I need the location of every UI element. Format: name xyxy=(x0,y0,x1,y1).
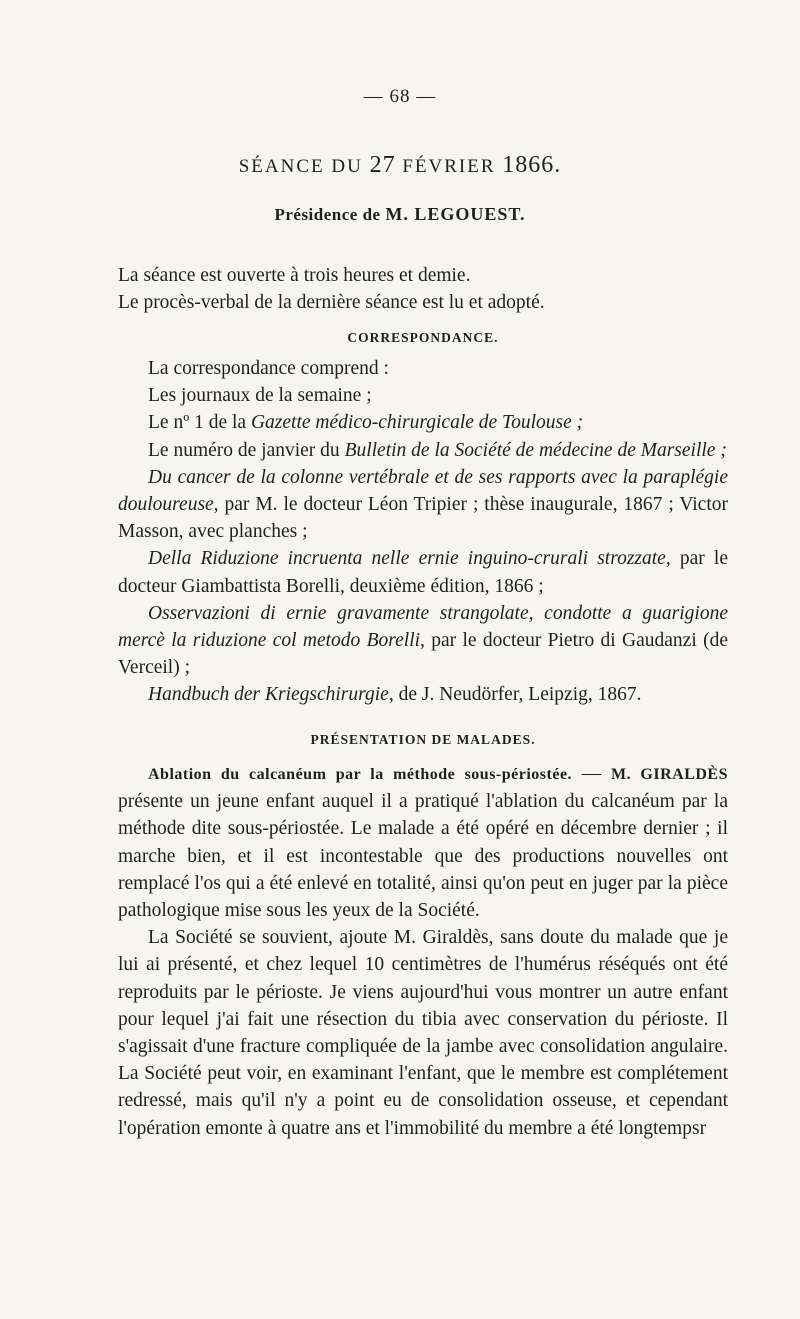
item-2-pre: Le numéro de janvier du xyxy=(148,439,345,461)
presentation-heading: PRÉSENTATION DE MALADES. xyxy=(310,732,536,747)
item-2-title: Bulletin de la Société de médecine de Marseille ; xyxy=(344,439,727,461)
opening-line-1: La séance est ouverte à trois heures et demie. xyxy=(118,265,471,286)
correspondance-intro: La correspondance comprend : xyxy=(148,358,389,379)
session-year: 1866. xyxy=(502,152,562,178)
presentation-dash: — xyxy=(572,763,611,784)
item-3-title: Du cancer de la colonne vertébrale et de ses rapports avec la paraplégie douloureuse, xyxy=(118,466,728,516)
presidency-pre: Présidence de xyxy=(274,205,386,224)
correspondance-section xyxy=(118,355,728,709)
item-4-post: par le docteur Giambattista Borelli, deuxième édition, 1866 ; xyxy=(118,548,728,597)
session-title-pre: SÉANCE DU xyxy=(238,156,370,177)
item-1-title: Gazette médico-chirurgicale de Toulouse ; xyxy=(250,412,584,434)
item-6-title: Handbuch der Kriegschirurgie, xyxy=(148,684,394,706)
correspondance-item-3 xyxy=(118,464,728,546)
page-number: — 68 — xyxy=(363,86,437,107)
president-name: M. LEGOUEST. xyxy=(385,204,526,224)
presentation-para-2: La Société se souvient, ajoute M. Giraldès, sans doute du malade que je lui ai présenté, et chez lequel 10 centimètres de l'humérus réséqués ont été reproduits par le périoste. Je viens aujourd'hui vous montrer un autre enfant pour lequel j'ai fait une résection du tibia avec conservation du périoste. Il s'agissait d'une fracture compliquée de la jambe avec consolidation angulaire. La Société peut voir, en examinant l'enfant, que le membre est complétement redressé, mais qu'il n'y a point eu de consolidation osseuse, et cependant l'opération emonte à quatre ans et l'immobilité du membre a été longtempsr xyxy=(118,927,728,1139)
session-title xyxy=(0,152,800,179)
opening-section xyxy=(118,262,728,316)
item-5-post: par le docteur Pietro di Gaudanzi (de Verceil) ; xyxy=(118,630,728,679)
item-5-title: Osservazioni di ernie gravamente strangolate, condotte a guarigione mercè la riduzione col metodo Borelli, xyxy=(118,602,728,652)
opening-line-2: Le procès-verbal de la dernière séance est lu et adopté. xyxy=(118,292,545,314)
speaker-name: M. GIRALDÈS xyxy=(610,766,728,783)
correspondance-item-4 xyxy=(118,545,728,599)
correspondance-item-1 xyxy=(118,409,728,436)
presentation-subtitle: Ablation du calcanéum par la méthode sous-périostée. xyxy=(148,766,573,783)
item-1-pre: Le nº 1 de la xyxy=(148,412,251,434)
correspondance-item-5 xyxy=(118,600,728,682)
item-4-title: Della Riduzione incruenta nelle ernie inguino-crurali strozzate, xyxy=(148,548,671,570)
correspondance-journaux: Les journaux de la semaine ; xyxy=(148,385,372,407)
item-6-post: de J. Neudörfer, Leipzig, 1867. xyxy=(393,684,642,706)
session-day: 27 xyxy=(369,152,396,178)
correspondance-item-6 xyxy=(118,681,728,708)
presentation-para-1-text: présente un jeune enfant auquel il a pratiqué l'ablation du calcanéum par la méthode dite sous-périostée. Le malade a été opéré en décembre dernier ; il marche bien, et il est incontestable que des productions nouvelles ont remplacé l'os qui a été enlevé en totalité, ainsi qu'on peut en juger par la pièce pathologique mise sous les yeux de la Société. xyxy=(118,791,728,922)
session-month: FÉVRIER xyxy=(395,156,503,177)
presentation-para-1 xyxy=(118,760,728,924)
correspondance-heading: CORRESPONDANCE. xyxy=(347,330,499,345)
presentation-section xyxy=(118,760,728,1142)
item-3-post: par M. le docteur Léon Tripier ; thèse inaugurale, 1867 ; Victor Masson, avec planches ; xyxy=(118,494,728,543)
correspondance-item-2 xyxy=(118,437,728,464)
presidency-line xyxy=(0,204,800,225)
